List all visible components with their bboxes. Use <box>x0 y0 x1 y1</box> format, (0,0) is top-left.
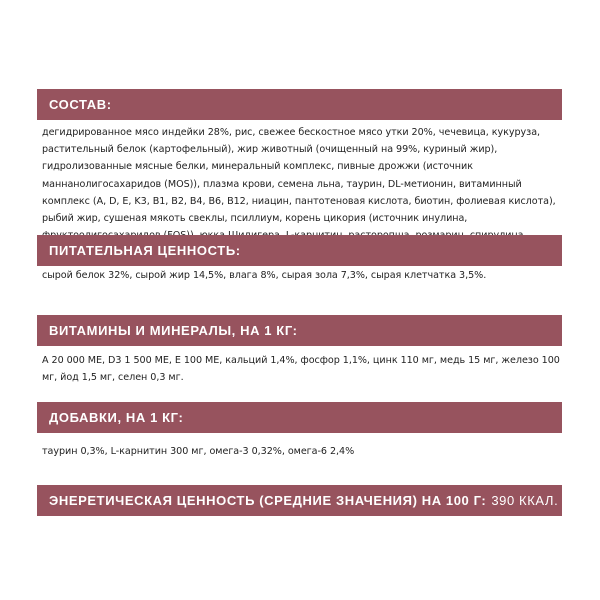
additives-title: ДОБАВКИ, НА 1 КГ: <box>49 410 184 425</box>
energy-value: 390 ККАЛ. <box>491 493 559 508</box>
composition-title: СОСТАВ: <box>49 97 112 112</box>
energy-title: ЭНЕРЕТИЧЕСКАЯ ЦЕННОСТЬ (СРЕДНИЕ ЗНАЧЕНИЯ) НА 100 Г: <box>49 493 487 508</box>
vitamins-title: ВИТАМИНЫ И МИНЕРАЛЫ, НА 1 КГ: <box>49 323 298 338</box>
vitamins-text: A 20 000 ME, D3 1 500 ME, E 100 ME, кальций 1,4%, фосфор 1,1%, цинк 110 мг, медь 15 мг, железо 100 мг, йод 1,5 мг, селен 0,3 мг. <box>42 355 560 384</box>
composition-header <box>37 89 562 120</box>
nutrition-title: ПИТАТЕЛЬНАЯ ЦЕННОСТЬ: <box>49 243 241 258</box>
additives-text: таурин 0,3%, L-карнитин 300 мг, омега-3 0,32%, омега-6 2,4% <box>42 446 355 457</box>
nutrition-header <box>37 235 562 266</box>
nutrition-text: сырой белок 32%, сырой жир 14,5%, влага 8%, сырая зола 7,3%, сырая клетчатка 3,5%. <box>42 270 487 281</box>
energy-header <box>37 485 562 516</box>
composition-text: дегидрированное мясо индейки 28%, рис, свежее бескостное мясо утки 20%, чечевица, кукуруза, растительный белок (картофельный), жир животный (очищенный на 99%, куриный жир), гидролизованные мясные белки, минеральный комплекс, пивные дрожжи (источник маннанолигосахаридов (MOS)), плазма крови, семена льна, таурин, DL-метионин, витаминный комплекс (A, D, E, K3, B1, B2, B4, B6, B12, ниацин, пантотеновая кислота, биотин, фолиевая кислота), рыбий жир, сушеная мякоть свеклы, псиллиум, корень цикория (источник инулина, <box>42 127 556 225</box>
additives-header <box>37 402 562 433</box>
vitamins-header <box>37 315 562 346</box>
